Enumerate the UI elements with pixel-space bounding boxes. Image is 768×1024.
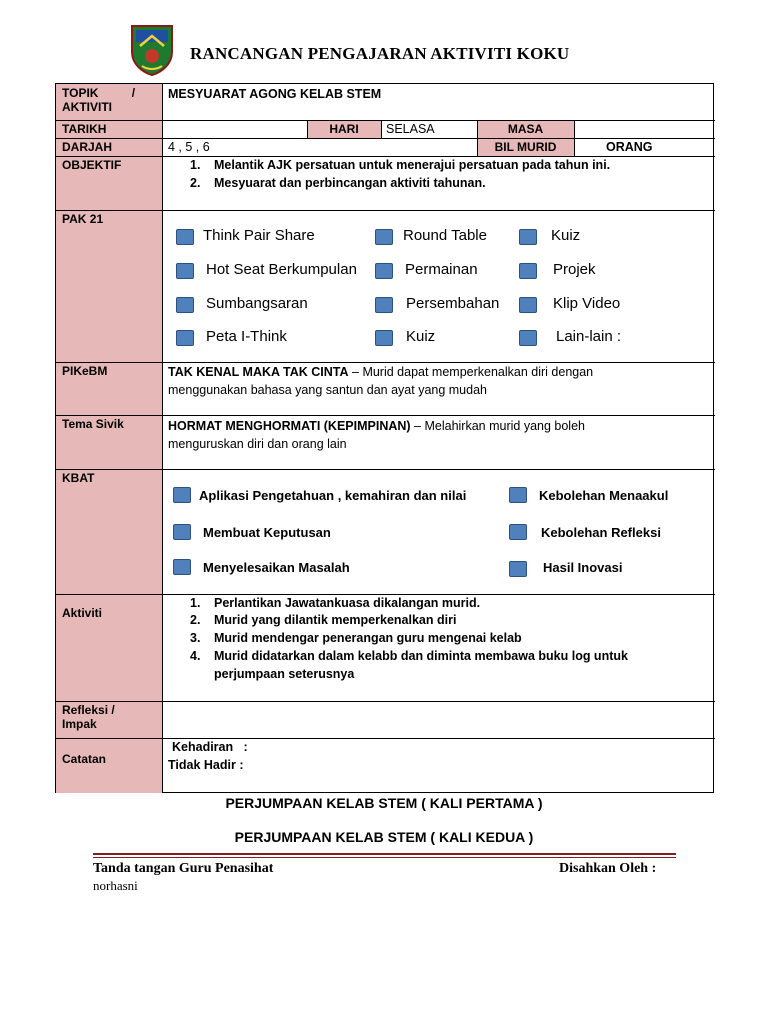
- option-label: Lain-lain :: [556, 328, 622, 345]
- divider-rule: [93, 853, 676, 855]
- checkbox-peta-i-think[interactable]: [176, 330, 194, 346]
- impak-label: Impak: [62, 717, 97, 731]
- tarikh-label: TARIKH: [56, 120, 162, 138]
- pikebm-description: – Murid dapat memperkenalkan diri dengan: [348, 365, 594, 379]
- kehadiran-field[interactable]: Kehadiran :: [172, 740, 248, 754]
- topik-label-cell: [56, 84, 162, 120]
- row-divider: [56, 594, 715, 595]
- signature-label-approved: Disahkan Oleh :: [559, 861, 657, 876]
- row-divider: [56, 701, 715, 702]
- objektif-label: OBJEKTIF: [56, 156, 162, 210]
- row-divider: [56, 156, 715, 157]
- checkbox-kuiz-2[interactable]: [375, 330, 393, 346]
- tema-heading: HORMAT MENGHORMATI (KEPIMPINAN): [168, 419, 411, 433]
- row-divider: [56, 362, 715, 363]
- checkbox-persembahan[interactable]: [375, 297, 393, 313]
- column-divider: [307, 120, 308, 138]
- checkbox-hot-seat[interactable]: [176, 263, 194, 279]
- tidak-hadir-field[interactable]: Tidak Hadir :: [168, 758, 244, 772]
- column-divider: [162, 84, 163, 793]
- bil-murid-value: ORANG: [606, 140, 653, 154]
- option-label: Aplikasi Pengetahuan , kemahiran dan nilai: [199, 488, 467, 503]
- aktiviti-row-label: Aktiviti: [56, 594, 162, 701]
- row-divider: [56, 210, 715, 211]
- row-divider: [56, 469, 715, 470]
- row-divider: [56, 738, 715, 739]
- pikebm-text: [168, 365, 593, 379]
- option-label: Sumbangsaran: [206, 295, 308, 312]
- checkbox-think-pair-share[interactable]: [176, 229, 194, 245]
- checkbox-kuiz[interactable]: [519, 229, 537, 245]
- option-label: Menyelesaikan Masalah: [203, 560, 350, 575]
- option-label: Kebolehan Refleksi: [541, 525, 661, 540]
- darjah-label: DARJAH: [56, 138, 162, 156]
- option-label: Kuiz: [406, 328, 436, 345]
- refleksi-label: Refleksi /: [62, 703, 115, 717]
- darjah-value: 4 , 5 , 6: [168, 140, 210, 154]
- checkbox-hasil-inovasi[interactable]: [509, 561, 527, 577]
- pak21-label: PAK 21: [56, 210, 162, 362]
- hari-value: SELASA: [386, 122, 435, 136]
- option-label: Persembahan: [406, 295, 500, 312]
- tema-text: [168, 419, 585, 433]
- signature-label-teacher: Tanda tangan Guru Penasihat: [93, 861, 274, 876]
- option-label: Membuat Keputusan: [203, 525, 331, 540]
- column-divider: [477, 120, 478, 156]
- option-label: Round Table: [403, 227, 487, 244]
- option-label: Kuiz: [551, 227, 581, 244]
- divider-rule: [93, 857, 676, 858]
- column-divider: [574, 120, 575, 156]
- aktiviti-label: AKTIVITI: [62, 100, 112, 114]
- list-item: 2. Mesyuarat dan perbincangan aktiviti tahunan.: [190, 176, 486, 190]
- tema-description: – Melahirkan murid yang boleh: [410, 419, 585, 433]
- row-divider: [56, 415, 715, 416]
- row-divider: [56, 120, 715, 121]
- hari-label: HARI: [307, 120, 381, 138]
- checkbox-kebolehan-menaakul[interactable]: [509, 487, 527, 503]
- pikebm-heading: TAK KENAL MAKA TAK CINTA: [168, 365, 349, 379]
- checkbox-projek[interactable]: [519, 263, 537, 279]
- row-divider: [56, 138, 715, 139]
- column-divider: [381, 120, 382, 138]
- option-label: Think Pair Share: [203, 227, 315, 244]
- bil-murid-label: BIL MURID: [477, 138, 574, 156]
- option-label: Hasil Inovasi: [543, 560, 623, 575]
- list-item: 4. Murid didatarkan dalam kelabb dan diminta membawa buku log untuk: [190, 649, 628, 663]
- list-item: 1. Perlantikan Jawatankuasa dikalangan murid.: [190, 596, 481, 610]
- refleksi-label-cell: [56, 701, 162, 738]
- catatan-label: Catatan: [56, 738, 162, 793]
- checkbox-sumbangsaran[interactable]: [176, 297, 194, 313]
- checkbox-menyelesaikan-masalah[interactable]: [173, 559, 191, 575]
- school-crest-logo: [128, 22, 176, 76]
- lesson-plan-form: [55, 83, 714, 793]
- pikebm-line-2: menggunakan bahasa yang santun dan ayat yang mudah: [168, 383, 487, 397]
- list-item: 3. Murid mendengar penerangan guru mengenai kelab: [190, 631, 522, 645]
- checkbox-round-table[interactable]: [375, 229, 393, 245]
- kbat-label: KBAT: [56, 469, 162, 594]
- option-label: Projek: [553, 261, 596, 278]
- meeting-heading-2: PERJUMPAAN KELAB STEM ( KALI KEDUA ): [234, 829, 534, 845]
- checkbox-permainan[interactable]: [375, 263, 393, 279]
- list-item: perjumpaan seterusnya: [214, 667, 355, 681]
- list-item: 1. Melantik AJK persatuan untuk menerajui persatuan pada tahun ini.: [190, 158, 611, 172]
- list-item: 2. Murid yang dilantik memperkenalkan diri: [190, 613, 457, 627]
- option-label: Peta I-Think: [206, 328, 287, 345]
- checkbox-klip-video[interactable]: [519, 297, 537, 313]
- signer-name: norhasni: [93, 878, 138, 893]
- tema-sivik-label: Tema Sivik: [56, 415, 162, 469]
- option-label: Klip Video: [553, 295, 621, 312]
- masa-label: MASA: [477, 120, 574, 138]
- checkbox-kebolehan-refleksi[interactable]: [509, 524, 527, 540]
- topik-label: TOPIK /: [62, 86, 136, 100]
- option-label: Kebolehan Menaakul: [539, 488, 669, 503]
- option-label: Permainan: [405, 261, 478, 278]
- document-title: RANCANGAN PENGAJARAN AKTIVITI KOKU: [190, 44, 570, 63]
- option-label: Hot Seat Berkumpulan: [206, 261, 357, 278]
- tema-line-2: menguruskan diri dan orang lain: [168, 437, 347, 451]
- checkbox-lain-lain[interactable]: [519, 330, 537, 346]
- meeting-heading-1: PERJUMPAAN KELAB STEM ( KALI PERTAMA ): [225, 795, 543, 811]
- checkbox-membuat-keputusan[interactable]: [173, 524, 191, 540]
- checkbox-aplikasi-pengetahuan[interactable]: [173, 487, 191, 503]
- pikebm-label: PIKeBM: [56, 362, 162, 415]
- topik-value: MESYUARAT AGONG KELAB STEM: [168, 87, 382, 101]
